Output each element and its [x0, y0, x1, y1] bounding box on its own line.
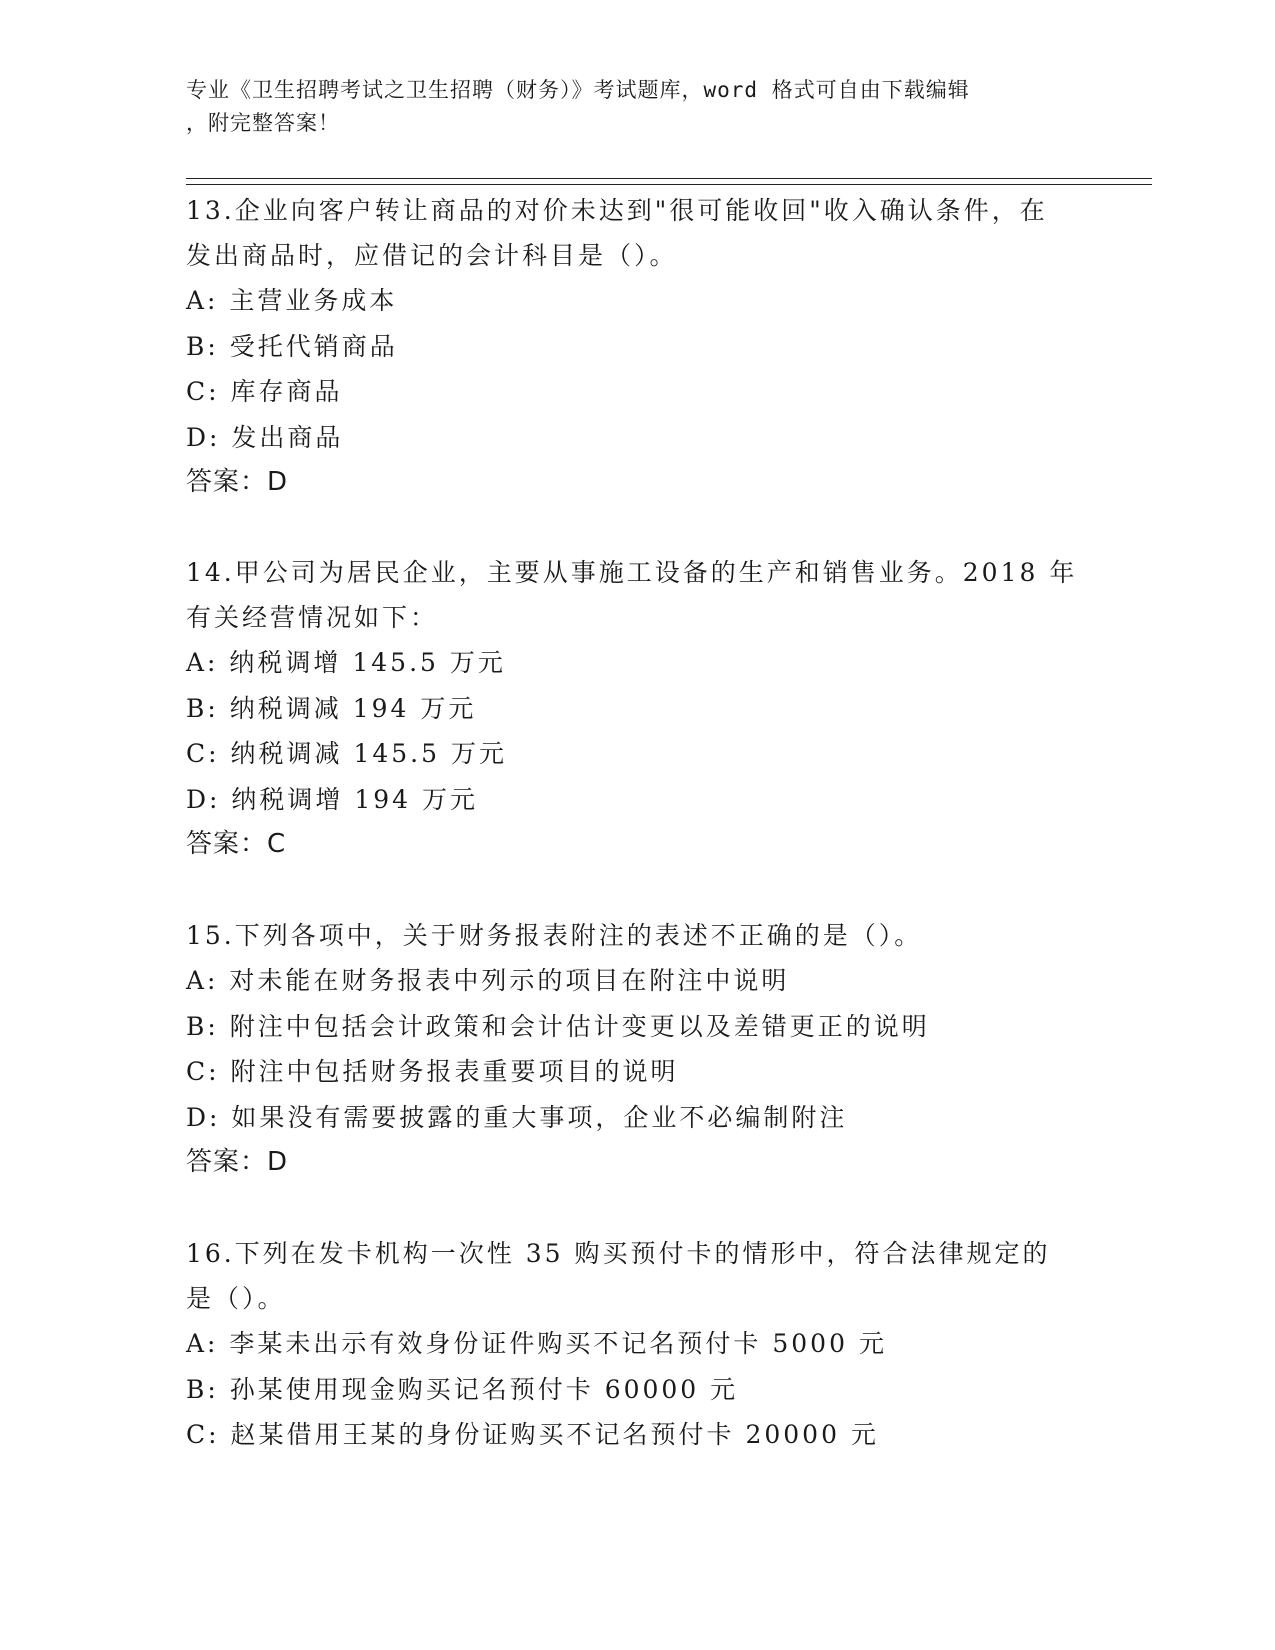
option-c: C: 库存商品 [186, 377, 343, 406]
option-b: B: 附注中包括会计政策和会计估计变更以及差错更正的说明 [186, 1011, 930, 1041]
header-line-2: ，附完整答案！ [186, 111, 340, 135]
question-14 [186, 550, 1086, 867]
option-a: A: 纳税调增 145.5 万元 [186, 648, 506, 677]
question-stem-line: 发出商品时，应借记的会计科目是（）。 [186, 241, 678, 270]
option-d: D: 发出商品 [186, 422, 344, 452]
question-stem-line: 有关经营情况如下： [186, 603, 439, 632]
option-d: D: 纳税调增 194 万元 [186, 784, 479, 814]
answer: 答案：C [186, 829, 287, 859]
option-c: C: 纳税调减 145.5 万元 [186, 739, 507, 768]
question-15 [186, 913, 1086, 1185]
header-divider-bottom [186, 184, 1152, 185]
document-header [186, 74, 1086, 140]
answer: 答案：D [186, 1147, 289, 1177]
option-b: B: 受托代销商品 [186, 331, 398, 361]
option-a: A: 对未能在财务报表中列示的项目在附注中说明 [186, 966, 790, 995]
question-stem-line: 是（）。 [186, 1284, 286, 1313]
question-stem-line: 14.甲公司为居民企业，主要从事施工设备的生产和销售业务。2018 年 [186, 558, 1078, 587]
header-line-1: 专业《卫生招聘考试之卫生招聘（财务）》考试题库，word 格式可自由下载编辑 [186, 78, 970, 102]
question-13 [186, 188, 1086, 505]
question-stem-line: 13.企业向客户转让商品的对价未达到"很可能收回"收入确认条件，在 [186, 196, 1048, 225]
header-divider-top [186, 178, 1152, 179]
option-d: D: 如果没有需要披露的重大事项，企业不必编制附注 [186, 1102, 848, 1132]
answer: 答案：D [186, 467, 289, 497]
option-c: C: 赵某借用王某的身份证购买不记名预付卡 20000 元 [186, 1420, 879, 1449]
option-a: A: 李某未出示有效身份证件购买不记名预付卡 5000 元 [186, 1329, 887, 1358]
option-b: B: 纳税调减 194 万元 [186, 693, 477, 723]
option-b: B: 孙某使用现金购买记名预付卡 60000 元 [186, 1374, 739, 1404]
option-c: C: 附注中包括财务报表重要项目的说明 [186, 1057, 679, 1086]
question-stem-line: 15.下列各项中，关于财务报表附注的表述不正确的是（）。 [186, 921, 923, 950]
option-a: A: 主营业务成本 [186, 286, 398, 315]
question-16 [186, 1231, 1086, 1458]
question-stem-line: 16.下列在发卡机构一次性 35 购买预付卡的情形中，符合法律规定的 [186, 1239, 1051, 1268]
